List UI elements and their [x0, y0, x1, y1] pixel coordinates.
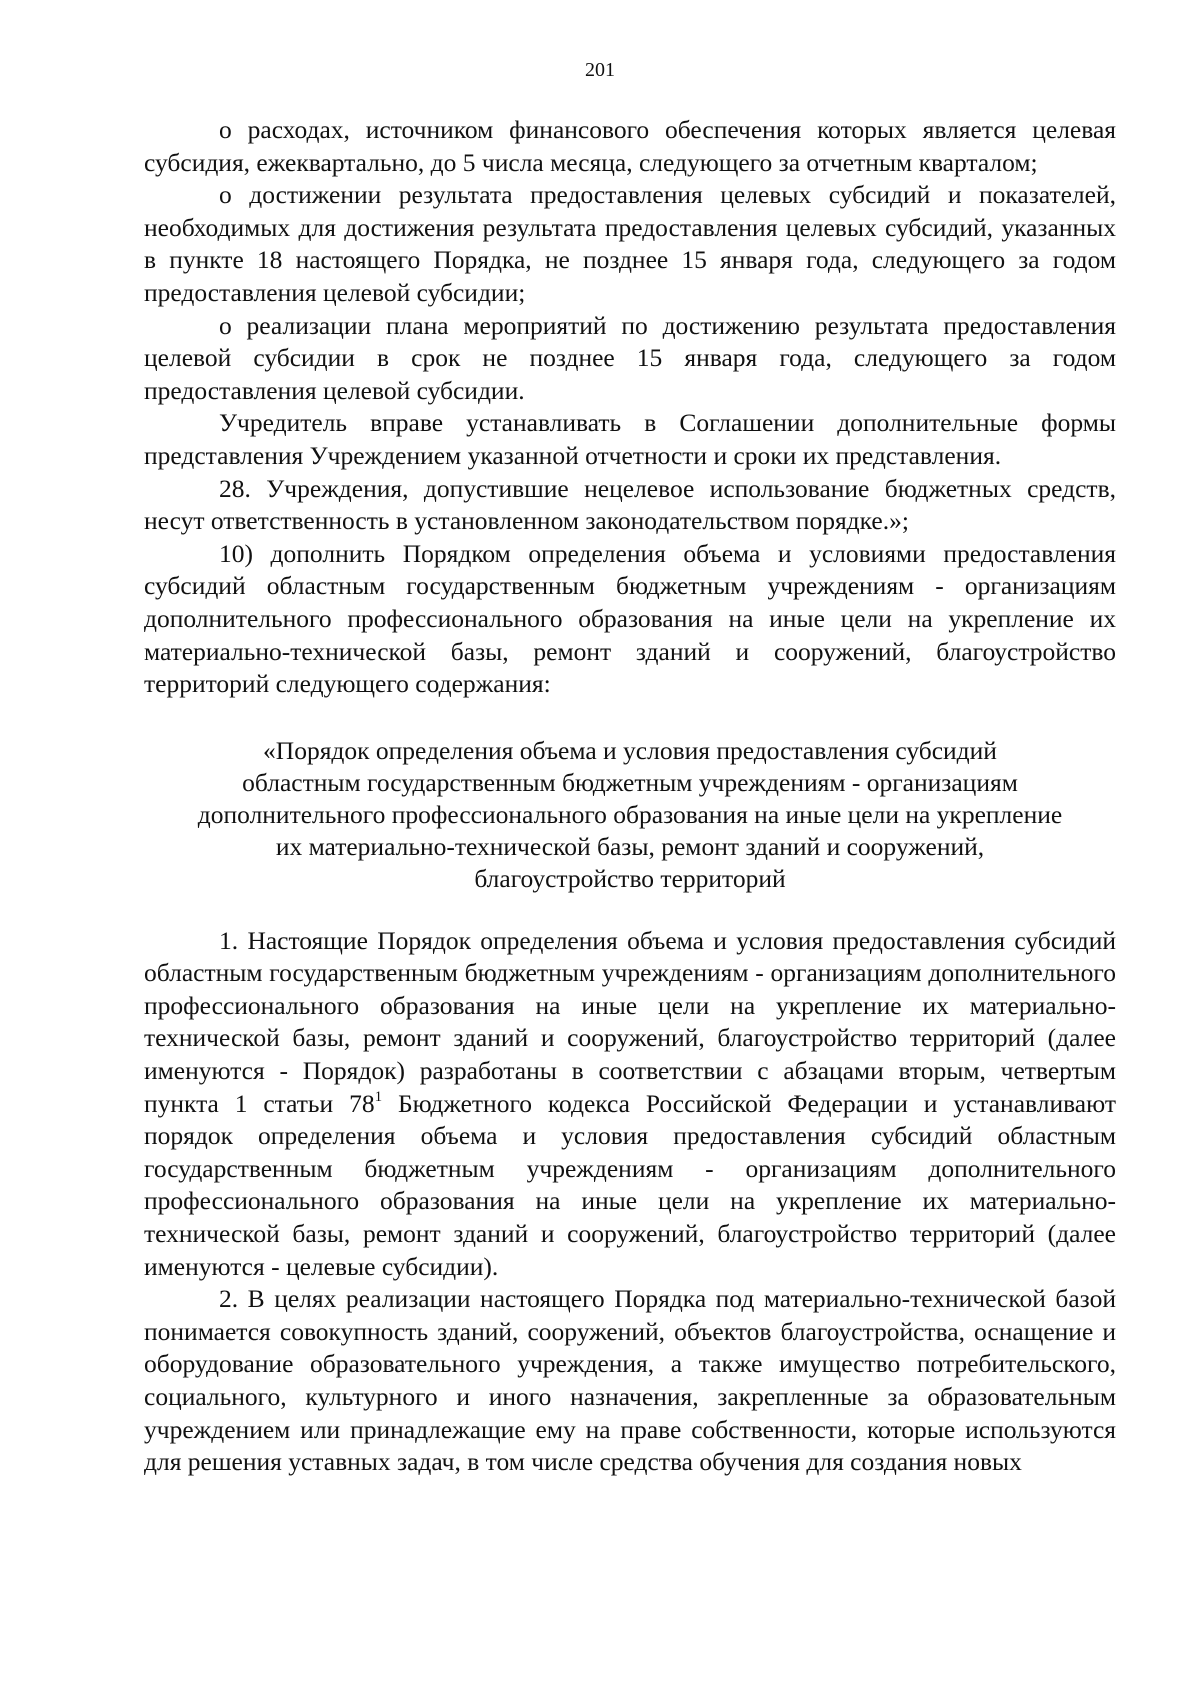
paragraph-1-text: 1. Настоящие Порядок определения объема и условия предоставления субсидий областным государственным бюджетным учреждениям - организациям дополнительного профессионального образования на иные цели на укрепление их материально-технической базы, ремонт зданий и сооружений, благоустройство территорий (далее именуются - Порядок) разработаны в соответствии с абзацами вторым, четвертым пункта 1 статьи 78 [144, 925, 1116, 1118]
section-title-line: их материально-технической базы, ремонт зданий и сооружений, [275, 831, 985, 861]
section-title-line: «Порядок определения объема и условия предоставления субсидий [263, 735, 997, 765]
document-body [144, 114, 1116, 1479]
paragraph-founder-rights: Учредитель вправе устанавливать в Соглашении дополнительные формы представления Учреждением указанной отчетности и сроки их представления. [144, 408, 1116, 470]
section-title [144, 735, 1116, 895]
section-title-line: областным государственным бюджетным учреждениям - организациям [242, 767, 1018, 797]
section-title-line: дополнительного профессионального образования на иные цели на укрепление [197, 799, 1063, 829]
paragraph-item-28: 28. Учреждения, допустившие нецелевое использование бюджетных средств, несут ответственность в установленном законодательством порядке.»; [144, 473, 1116, 536]
page-number: 201 [585, 59, 615, 81]
paragraph-plan-report: о реализации плана мероприятий по достижению результата предоставления целевой субсидии в срок не позднее 15 января года, следующего за годом предоставления целевой субсидии. [144, 310, 1116, 405]
paragraph-1 [144, 925, 1116, 1284]
section-title-line: благоустройство территорий [474, 863, 786, 893]
paragraph-1-continuation: Бюджетного кодекса Российской Федерации и устанавливают порядок определения объема и условия предоставления субсидий областным государственным бюджетным учреждениям - организациям дополнительного профессионального образования на иные цели на укрепление их материально-технической базы, ремонт зданий и сооружений, благоустройство территорий (далее именуются - целевые субсидии). [144, 1088, 1116, 1281]
paragraph-item-10: 10) дополнить Порядком определения объема и условиями предоставления субсидий областным государственным бюджетным учреждениям - организациям дополнительного профессионального образования на иные цели на укрепление их материально-технической базы, ремонт зданий и сооружений, благоустройство территорий следующего содержания: [144, 538, 1116, 699]
paragraph-2: 2. В целях реализации настоящего Порядка под материально-технической базой понимается совокупность зданий, сооружений, объектов благоустройства, оснащение и оборудование образовательного учреждения, а также имущество потребительского, социального, культурного и иного назначения, закрепленные за образовательным учреждением или принадлежащие ему на праве собственности, которые используются для решения уставных задач, в том числе средства обучения для создания новых [144, 1284, 1116, 1477]
paragraph-result-report: о достижении результата предоставления целевых субсидий и показателей, необходимых для достижения результата предоставления целевых субсидий, указанных в пункте 18 настоящего Порядка, не позднее 15 января года, следующего за годом предоставления целевой субсидии; [144, 180, 1116, 307]
paragraph-expense-report: о расходах, источником финансового обеспечения которых является целевая субсидия, ежеквартально, до 5 числа месяца, следующего за отчетным кварталом; [144, 115, 1116, 177]
footnote-superscript: 1 [374, 1088, 383, 1105]
